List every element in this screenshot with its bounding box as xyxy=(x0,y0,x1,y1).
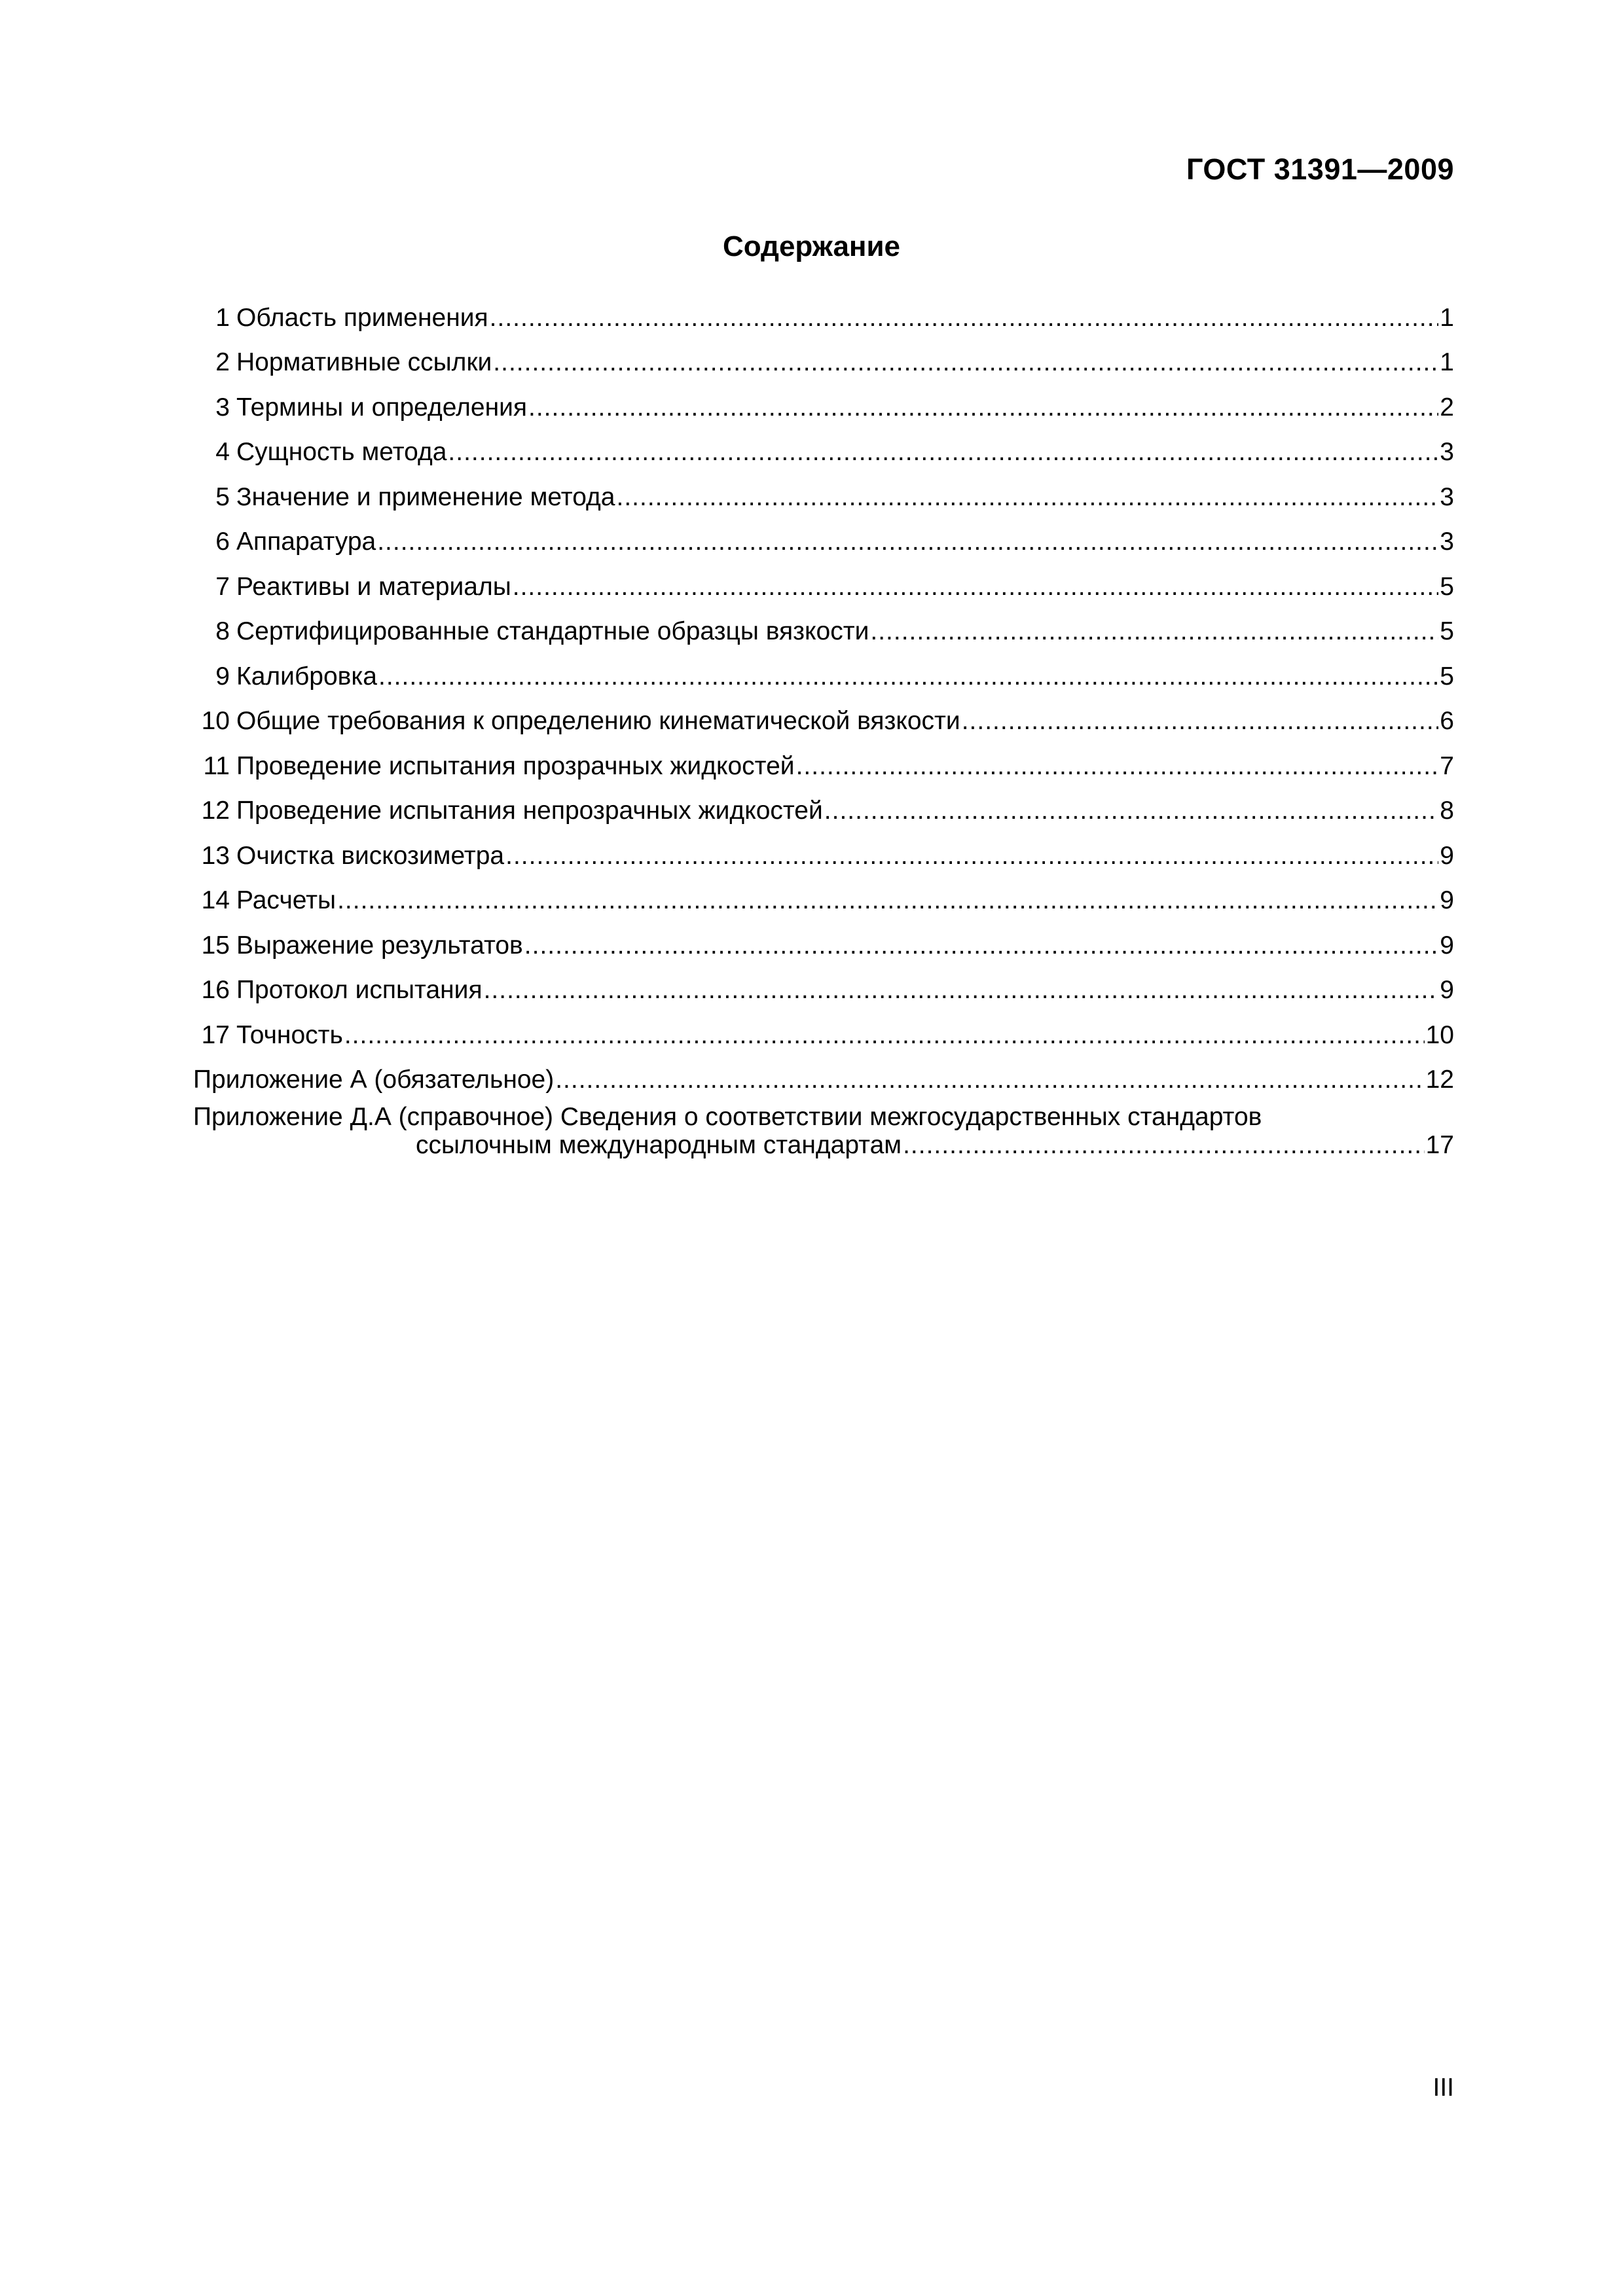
toc-entry-page: 9 xyxy=(1440,976,1454,1004)
toc-entry-label: Приложение А (обязательное) xyxy=(193,1066,555,1094)
toc-entry-number: 10 xyxy=(201,707,230,735)
toc-entry-number: 9 xyxy=(215,662,230,691)
toc-entry-number: 15 xyxy=(201,931,230,960)
toc-entry[interactable] xyxy=(193,969,1454,1014)
toc-entry-label: Выражение результатов xyxy=(236,931,523,960)
toc-entry-number: 5 xyxy=(215,482,230,511)
toc-entry[interactable] xyxy=(193,386,1454,431)
toc-entry-page: 3 xyxy=(1440,438,1454,466)
toc-entry-page: 1 xyxy=(1440,348,1454,376)
toc-entry-page: 9 xyxy=(1440,886,1454,914)
toc-entry-page: 2 xyxy=(1440,393,1454,422)
toc-entry[interactable] xyxy=(193,520,1454,565)
toc-entry-page: 8 xyxy=(1440,797,1454,825)
toc-entry-label: Общие требования к определению кинематической вязкости xyxy=(236,707,960,735)
toc-entry-number: 11 xyxy=(203,751,230,780)
toc-entry-label: Проведение испытания прозрачных жидкостей xyxy=(236,751,795,780)
toc-entry-line2 xyxy=(193,1132,1454,1158)
toc-entry-number: 1 xyxy=(215,303,230,332)
toc-entry-label-line2: ссылочным международным стандартам xyxy=(416,1131,902,1159)
toc-entry-page: 7 xyxy=(1440,751,1454,780)
toc-entry-number: 3 xyxy=(215,393,230,422)
toc-entry-label: Протокол испытания xyxy=(236,976,483,1004)
toc-entry-label: Калибровка xyxy=(236,662,377,691)
toc-entry[interactable] xyxy=(193,431,1454,476)
toc-dot-leader xyxy=(378,664,1438,689)
toc-entry-number: 2 xyxy=(215,348,230,376)
toc-entry-label: Проведение испытания непрозрачных жидкостей xyxy=(236,797,823,825)
toc-entry[interactable] xyxy=(193,655,1454,700)
toc-entry[interactable] xyxy=(193,789,1454,834)
toc-entry-number: 7 xyxy=(215,572,230,601)
toc-dot-leader xyxy=(344,1022,1425,1048)
toc-entry-page: 5 xyxy=(1440,572,1454,601)
toc-dot-leader xyxy=(870,619,1438,644)
toc-entry-page: 3 xyxy=(1440,482,1454,511)
toc-dot-leader xyxy=(555,1067,1424,1092)
toc-dot-leader xyxy=(796,753,1439,779)
toc-entry-label: Аппаратура xyxy=(236,528,376,556)
toc-entry[interactable] xyxy=(193,565,1454,610)
toc-entry[interactable] xyxy=(193,700,1454,745)
toc-entry-label: Реактивы и материалы xyxy=(236,572,511,601)
toc-entry-page: 9 xyxy=(1440,841,1454,870)
toc-entry-annex-da[interactable] xyxy=(193,1103,1454,1158)
toc-entry-number: 13 xyxy=(201,841,230,870)
toc-entry-annex-a[interactable] xyxy=(193,1058,1454,1103)
toc-entry[interactable] xyxy=(193,610,1454,655)
toc-entry-page: 6 xyxy=(1440,707,1454,735)
toc-entry-label: Нормативные ссылки xyxy=(236,348,492,376)
toc-entry-number: 17 xyxy=(201,1020,230,1049)
toc-entry-page: 5 xyxy=(1440,662,1454,691)
toc-entry-page: 1 xyxy=(1440,303,1454,332)
toc-entry-label: Термины и определения xyxy=(236,393,528,422)
toc-entry-label: Сущность метода xyxy=(236,438,447,466)
toc-dot-leader xyxy=(903,1132,1425,1158)
toc-dot-leader xyxy=(962,708,1439,734)
toc-entry-label: Точность xyxy=(236,1020,343,1049)
toc-dot-leader xyxy=(337,888,1438,913)
toc-entry[interactable] xyxy=(193,475,1454,520)
toc-entry-label: Область применения xyxy=(236,303,488,332)
toc-dot-leader xyxy=(505,843,1438,869)
toc-entry[interactable] xyxy=(193,834,1454,879)
toc-dot-leader xyxy=(448,439,1438,465)
toc-entry-page: 10 xyxy=(1425,1020,1454,1049)
toc-entry-page: 9 xyxy=(1440,931,1454,960)
toc-entry-page: 3 xyxy=(1440,528,1454,556)
toc-dot-leader xyxy=(490,305,1439,331)
toc-dot-leader xyxy=(524,933,1439,958)
table-of-contents xyxy=(193,296,1454,1158)
toc-entry[interactable] xyxy=(193,879,1454,924)
toc-title: Содержание xyxy=(722,230,901,262)
toc-entry-label: Сертифицированные стандартные образцы вязкости xyxy=(236,617,869,645)
toc-entry-page: 17 xyxy=(1425,1131,1454,1159)
toc-entry[interactable] xyxy=(193,341,1454,386)
toc-dot-leader xyxy=(493,350,1438,375)
toc-entry-label: Значение и применение метода xyxy=(236,482,615,511)
toc-entry-label: Очистка вискозиметра xyxy=(236,841,505,870)
toc-entry-page: 5 xyxy=(1440,617,1454,645)
toc-dot-leader xyxy=(617,484,1439,510)
toc-entry-number: 4 xyxy=(215,438,230,466)
toc-entry[interactable] xyxy=(193,744,1454,789)
toc-entry[interactable] xyxy=(193,924,1454,969)
toc-entry-label: Расчеты xyxy=(236,886,337,914)
document-code: ГОСТ 31391—2009 xyxy=(1186,152,1454,186)
toc-entry-number: 12 xyxy=(201,797,230,825)
toc-dot-leader xyxy=(824,798,1439,823)
toc-entry-number: 8 xyxy=(215,617,230,645)
toc-dot-leader xyxy=(528,395,1438,420)
toc-entry-number: 14 xyxy=(201,886,230,914)
toc-entry-page: 12 xyxy=(1425,1066,1454,1094)
toc-dot-leader xyxy=(377,529,1438,554)
toc-entry-number: 6 xyxy=(215,528,230,556)
page-number: III xyxy=(1432,2073,1454,2102)
toc-dot-leader xyxy=(484,977,1439,1003)
toc-entry[interactable] xyxy=(193,1013,1454,1058)
toc-entry-number: 16 xyxy=(201,976,230,1004)
toc-entry[interactable] xyxy=(193,296,1454,341)
toc-dot-leader xyxy=(513,574,1439,600)
toc-entry-label-line1: Приложение Д.А (справочное) Сведения о соответствии межгосударственных стандартов xyxy=(193,1103,1262,1131)
